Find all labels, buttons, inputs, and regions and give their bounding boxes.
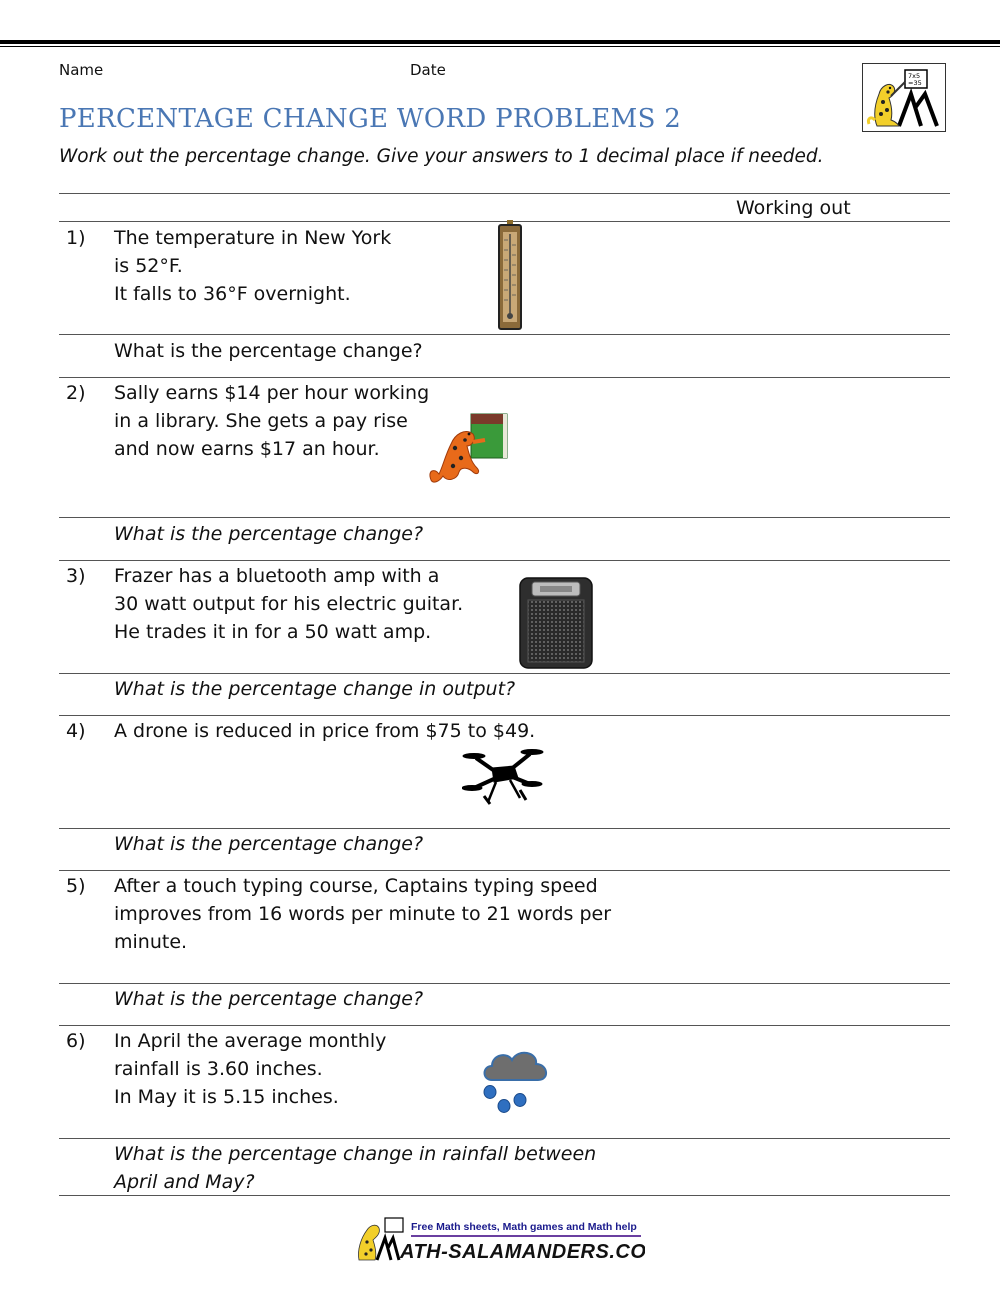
problem-question: What is the percentage change? bbox=[114, 833, 424, 855]
problem-text: After a touch typing course, Captains typing speed improves from 16 words per minute to 21 words per minute. bbox=[114, 875, 612, 953]
divider bbox=[59, 870, 950, 871]
problem-number: 3) bbox=[66, 565, 86, 587]
top-border-thick bbox=[0, 40, 1000, 44]
logo-board-text-1: 7x5 bbox=[908, 72, 921, 80]
rain-cloud-icon bbox=[478, 1046, 552, 1116]
divider bbox=[59, 1025, 950, 1026]
divider bbox=[59, 334, 950, 335]
divider bbox=[59, 193, 950, 194]
page-title: PERCENTAGE CHANGE WORD PROBLEMS 2 bbox=[59, 104, 682, 134]
problem-number: 6) bbox=[66, 1030, 86, 1052]
divider bbox=[59, 377, 950, 378]
divider bbox=[59, 828, 950, 829]
problem-question: What is the percentage change? bbox=[114, 523, 424, 545]
divider bbox=[59, 517, 950, 518]
divider bbox=[59, 715, 950, 716]
problem-number: 1) bbox=[66, 227, 86, 249]
footer-tagline: Free Math sheets, Math games and Math help bbox=[411, 1221, 637, 1233]
problem-number: 2) bbox=[66, 382, 86, 404]
divider bbox=[59, 560, 950, 561]
problem-question: What is the percentage change in output? bbox=[114, 678, 516, 700]
problem-text: The temperature in New York is 52°F. It falls to 36°F overnight. bbox=[114, 227, 392, 305]
footer-logo bbox=[355, 1214, 645, 1264]
instructions: Work out the percentage change. Give your answers to 1 decimal place if needed. bbox=[59, 146, 824, 167]
problem-question: What is the percentage change? bbox=[114, 340, 423, 362]
divider bbox=[59, 1138, 950, 1139]
date-label: Date bbox=[410, 61, 446, 79]
problem-number: 4) bbox=[66, 720, 86, 742]
amplifier-icon bbox=[518, 576, 594, 670]
name-label: Name bbox=[59, 61, 104, 79]
problem-text: Sally earns $14 per hour working in a library. She gets a pay rise and now earns $17 an hour. bbox=[114, 382, 430, 460]
drone-icon bbox=[462, 744, 544, 808]
problem-text: A drone is reduced in price from $75 to $49. bbox=[114, 720, 536, 742]
footer-site: ATH-SALAMANDERS.COM bbox=[400, 1241, 645, 1263]
problem-number: 5) bbox=[66, 875, 86, 897]
problem-text: In April the average monthly rainfall is 3.60 inches. In May it is 5.15 inches. bbox=[114, 1030, 387, 1108]
problem-text: Frazer has a bluetooth amp with a 30 watt output for his electric guitar. He trades it in for a 50 watt amp. bbox=[114, 565, 464, 643]
math-salamanders-logo bbox=[862, 63, 946, 132]
divider bbox=[59, 673, 950, 674]
divider bbox=[59, 983, 950, 984]
top-border-thin bbox=[0, 46, 1000, 47]
problem-question: What is the percentage change? bbox=[114, 988, 424, 1010]
problem-question: What is the percentage change in rainfall between April and May? bbox=[114, 1143, 597, 1193]
working-out-header: Working out bbox=[736, 197, 851, 219]
salamander-book-icon bbox=[425, 410, 511, 486]
logo-board-text-2: =35 bbox=[908, 79, 922, 87]
thermometer-icon bbox=[497, 220, 523, 332]
